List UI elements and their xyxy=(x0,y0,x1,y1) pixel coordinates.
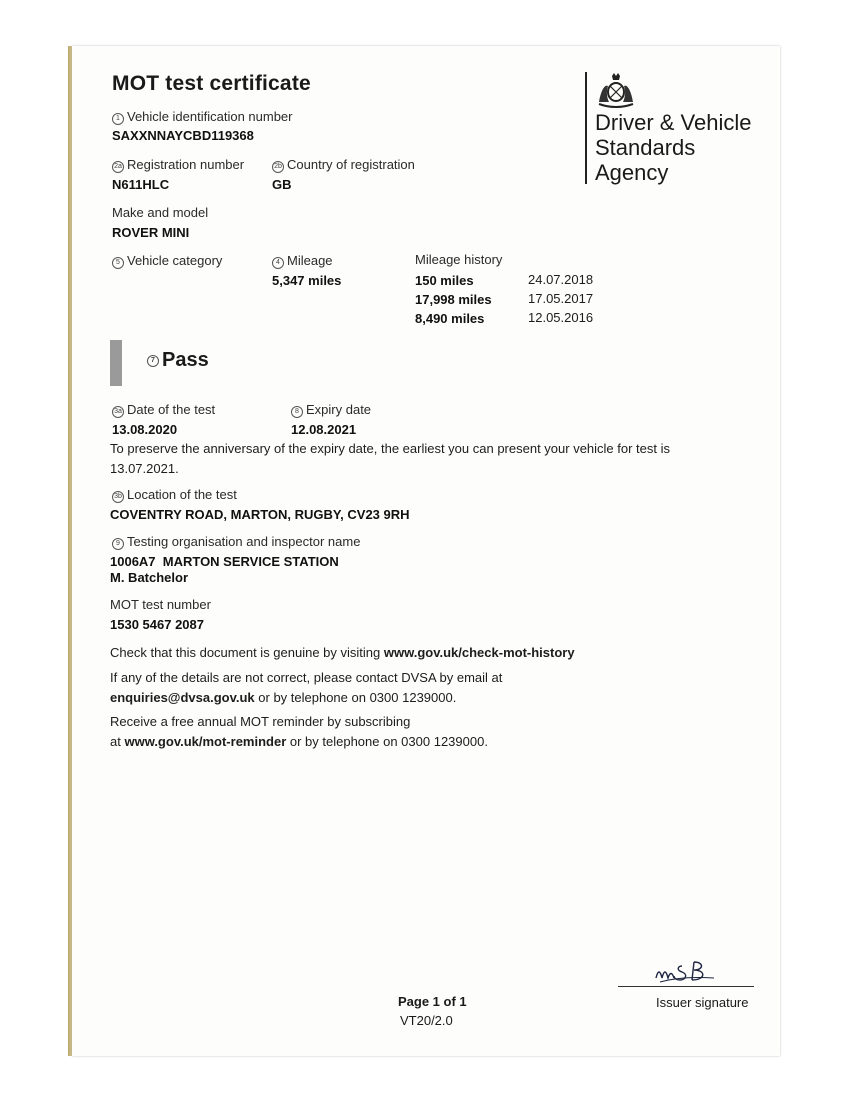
test-date-value: 13.08.2020 xyxy=(112,422,178,437)
anniversary-text: To preserve the anniversary of the expiry date, the earliest you can present your vehicle for test is xyxy=(110,441,671,456)
vin-label: Vehicle identification number xyxy=(127,109,293,124)
field-number-badge: 3b xyxy=(112,491,124,503)
test-date-label-row xyxy=(112,402,215,418)
agency-name-line: Standards xyxy=(595,135,696,160)
reg-value: N611HLC xyxy=(112,177,170,192)
category-label: Vehicle category xyxy=(127,253,223,268)
agency-name-line: Agency xyxy=(595,160,669,185)
result-value: Pass xyxy=(162,349,209,371)
agency-name-line: Driver & Vehicle xyxy=(595,110,752,135)
contact-text: If any of the details are not correct, please contact DVSA by email at xyxy=(110,670,503,685)
agency-name xyxy=(595,110,752,185)
category-label-row xyxy=(112,253,222,269)
country-label-row xyxy=(272,157,415,173)
field-number-badge: 2a xyxy=(112,161,124,173)
field-number-badge: 9 xyxy=(112,538,124,550)
expiry-value: 12.08.2021 xyxy=(291,422,357,437)
royal-crest-icon xyxy=(595,72,637,113)
contact-suffix: or by telephone on 0300 1239000. xyxy=(254,690,457,705)
mileage-history-miles: 17,998 miles xyxy=(415,292,492,307)
reminder-url-link[interactable]: www.gov.uk/mot-reminder xyxy=(124,734,287,749)
location-label: Location of the test xyxy=(127,487,237,502)
field-number-badge: 3a xyxy=(112,406,124,418)
field-number-badge: 4 xyxy=(272,257,284,269)
test-number-value: 1530 5467 2087 xyxy=(110,617,204,632)
test-number-label: MOT test number xyxy=(110,597,211,612)
logo-divider xyxy=(585,72,587,184)
field-number-badge: 5 xyxy=(112,257,124,269)
anniversary-date: 13.07.2021. xyxy=(110,461,179,476)
reg-label: Registration number xyxy=(127,157,245,172)
vin-value: SAXXNNAYCBD119368 xyxy=(112,128,254,143)
expiry-label-row xyxy=(291,402,371,418)
reminder-prefix: at xyxy=(110,734,125,749)
form-code: VT20/2.0 xyxy=(400,1013,453,1028)
page-title: MOT test certificate xyxy=(112,72,311,95)
mileage-value: 5,347 miles xyxy=(272,273,342,288)
signature-line xyxy=(618,986,754,987)
org-value: 1006A7 MARTON SERVICE STATION xyxy=(110,554,339,569)
check-url-link[interactable]: www.gov.uk/check-mot-history xyxy=(383,645,575,660)
certificate-page xyxy=(72,46,780,1056)
location-value: COVENTRY ROAD, MARTON, RUGBY, CV23 9RH xyxy=(110,507,410,522)
mileage-label-row xyxy=(272,253,333,269)
mileage-history-miles: 8,490 miles xyxy=(415,311,485,326)
mileage-history-label: Mileage history xyxy=(415,252,503,267)
org-label: Testing organisation and inspector name xyxy=(127,534,361,549)
reg-label-row xyxy=(112,157,244,173)
page-indicator: Page 1 of 1 xyxy=(398,994,467,1009)
signature-label: Issuer signature xyxy=(656,995,749,1010)
test-date-label: Date of the test xyxy=(127,402,216,417)
result-bar xyxy=(110,340,122,386)
vin-label-row xyxy=(112,109,293,125)
mileage-history-date: 12.05.2016 xyxy=(528,310,594,325)
location-label-row xyxy=(112,487,237,503)
mileage-history-date: 17.05.2017 xyxy=(528,291,594,306)
result-row xyxy=(147,349,209,372)
inspector-value: M. Batchelor xyxy=(110,570,189,585)
country-label: Country of registration xyxy=(287,157,415,172)
reminder-suffix: or by telephone on 0300 1239000. xyxy=(286,734,488,749)
mileage-label: Mileage xyxy=(287,253,333,268)
make-label: Make and model xyxy=(112,205,209,220)
reminder-text: Receive a free annual MOT reminder by subscribing xyxy=(110,714,411,729)
check-text xyxy=(110,645,575,660)
country-value: GB xyxy=(272,177,292,192)
contact-text-2 xyxy=(110,690,456,705)
mileage-history-miles: 150 miles xyxy=(415,273,474,288)
field-number-badge: 7 xyxy=(147,355,159,367)
org-label-row xyxy=(112,534,360,550)
field-number-badge: 1 xyxy=(112,113,124,125)
field-number-badge: 8 xyxy=(291,406,303,418)
field-number-badge: 2b xyxy=(272,161,284,173)
contact-email-link[interactable]: enquiries@dvsa.gov.uk xyxy=(110,690,255,705)
check-prefix: Check that this document is genuine by visiting xyxy=(110,645,384,660)
make-value: ROVER MINI xyxy=(112,225,190,240)
mileage-history-date: 24.07.2018 xyxy=(528,272,594,287)
reminder-text-2 xyxy=(110,734,488,749)
expiry-label: Expiry date xyxy=(306,402,372,417)
